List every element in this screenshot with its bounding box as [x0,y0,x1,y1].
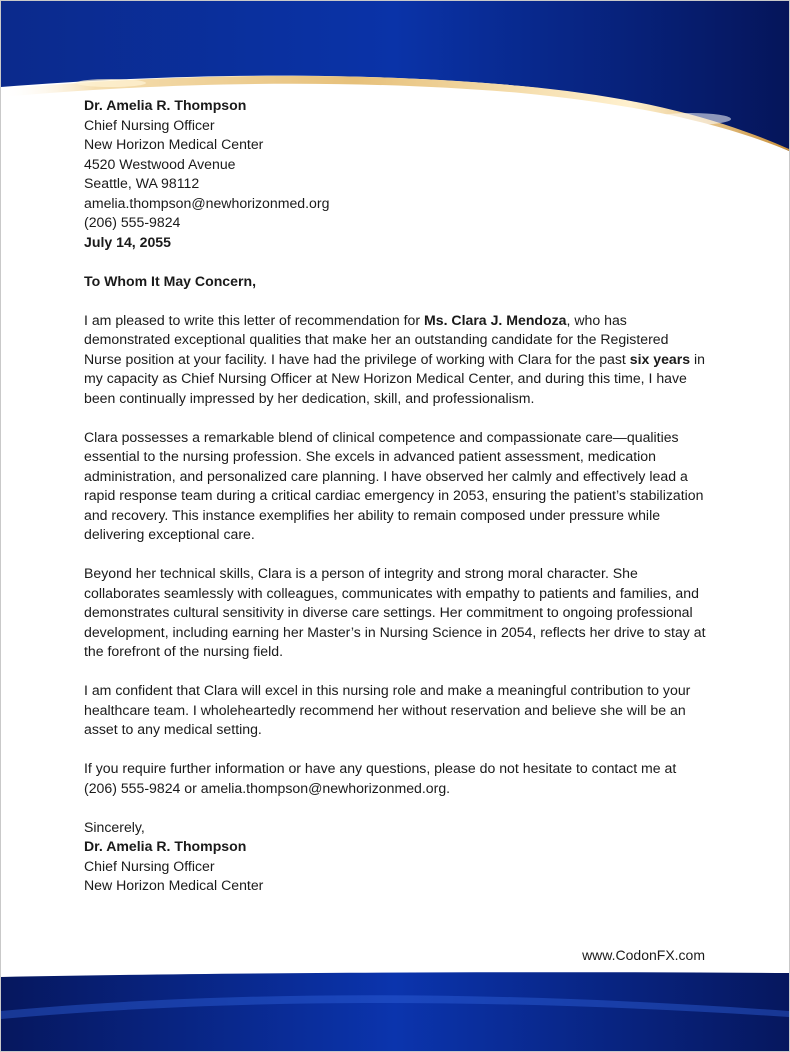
valediction: Sincerely, [84,818,145,835]
sender-city: Seattle, WA 98112 [84,175,200,191]
p2-text: Clara possesses a remarkable blend of clinical competence and compassionate care—qualities essential to the nursing profession. She excels in advanced patient assessment, medication administration, and personalized care planning. I have observed her calmly and effectively lead a rapid response team during a critical cardiac emergency in 2053, ensuring the patient’s stabilization and recovery. This instance exemplifies her ability to remain composed under pressure while delivering exceptional care. [84,428,704,542]
paragraph-5 [84,759,709,798]
sender-block [84,96,709,252]
letter-date: July 14, 2055 [84,233,171,250]
paragraph-4 [84,681,709,740]
closing-org: New Horizon Medical Center [84,877,264,893]
p5-text: If you require further information or have any questions, please do not hesitate to contact me at (206) 555-9824 or amelia.thompson@newhorizonmed.org. [84,760,677,796]
sender-title: Chief Nursing Officer [84,116,215,133]
p1-pre: I am pleased to write this letter of recommendation for [84,311,424,328]
sender-phone: (206) 555-9824 [84,214,181,230]
closing-title: Chief Nursing Officer [84,857,215,874]
sender-email: amelia.thompson@newhorizonmed.org [84,194,330,211]
p1-mid: , who has demonstrated exceptional qualities that make her an outstanding candidate for the Registered Nurse position at your facility. I have had the privilege of working with Clara for the past [84,311,669,367]
paragraph-2 [84,428,709,545]
years-worked: six years [629,350,691,367]
salutation: To Whom It May Concern, [84,272,256,289]
closing-name: Dr. Amelia R. Thompson [84,838,247,854]
candidate-name: Ms. Clara J. Mendoza [423,311,567,328]
p4-text: I am confident that Clara will excel in this nursing role and make a meaningful contribution to your healthcare team. I wholeheartedly recommend her without reservation and believe she will be an asset to any medical setting. [84,682,691,737]
sender-street: 4520 Westwood Avenue [84,155,236,172]
closing-block [84,818,709,896]
footer-wave-graphic [1,971,789,1051]
paragraph-1 [84,311,709,409]
sender-name: Dr. Amelia R. Thompson [84,97,247,113]
letter-body [84,96,709,896]
paragraph-3 [84,564,709,662]
p1-post: in my capacity as Chief Nursing Officer at New Horizon Medical Center, and during this time, I have been continually impressed by her dedication, skill, and professionalism. [84,350,705,406]
p3-text: Beyond her technical skills, Clara is a person of integrity and strong moral character. She collaborates seamlessly with colleagues, communicates with empathy to patients and families, and demonstrates cultural sensitivity in diverse care settings. Her commitment to ongoing professional development, including earning her Master’s in Nursing Science in 2054, reflects her drive to stay at the forefront of the nursing field. [84,565,706,659]
footer-website: www.CodonFX.com [582,947,705,963]
sender-org: New Horizon Medical Center [84,136,264,152]
